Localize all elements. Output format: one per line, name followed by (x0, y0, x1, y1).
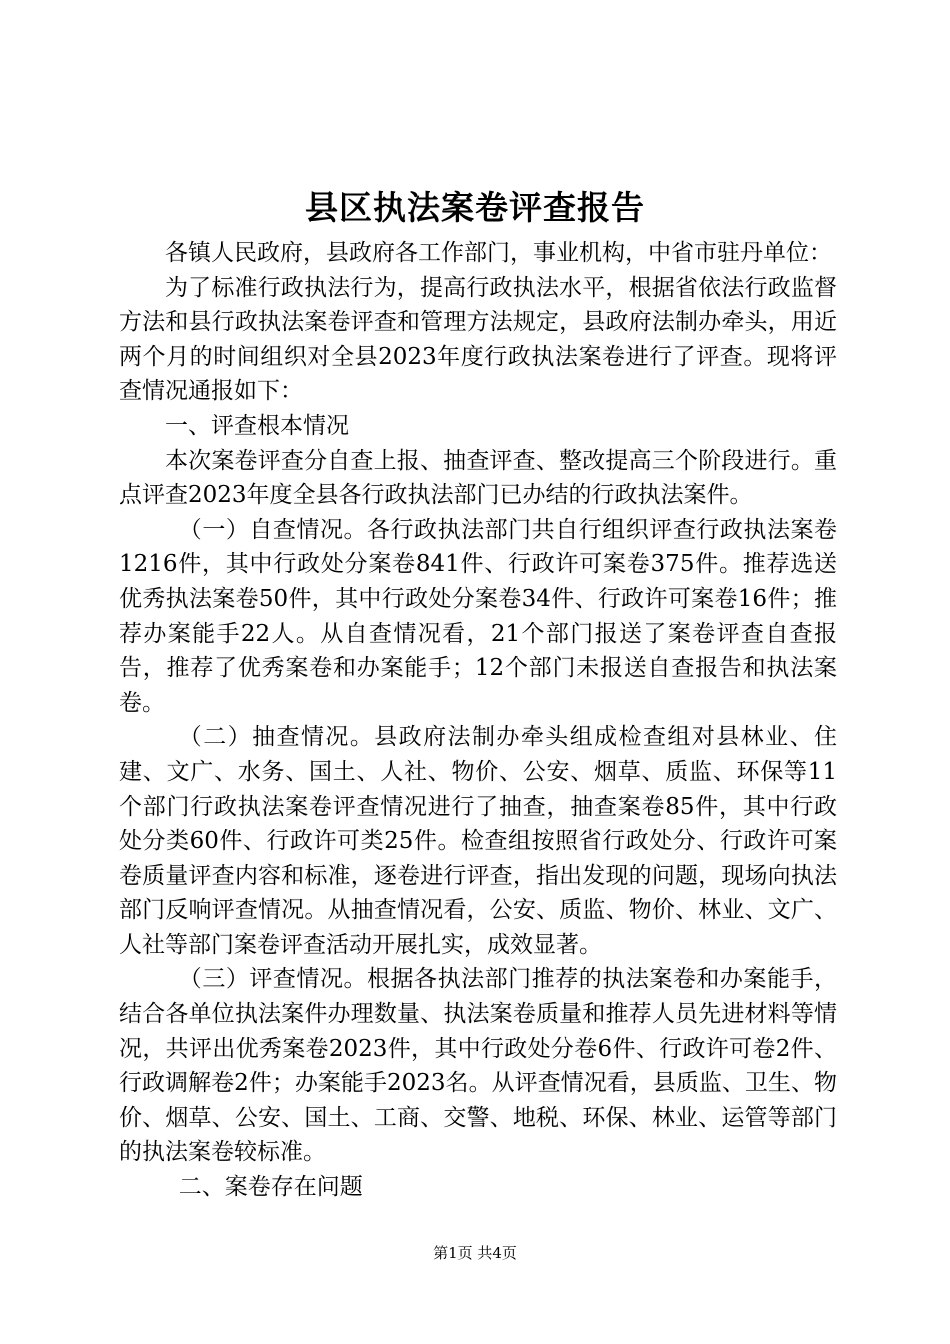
document-title: 县区执法案卷评查报告 (305, 188, 645, 227)
salutation-paragraph: 各镇人民政府，县政府各工作部门，事业机构，中省市驻丹单位： (165, 240, 832, 266)
body-paragraph: 本次案卷评查分自查上报、抽查评查、整改提高三个阶段进行。重点评查2023年度全县各行政执法部门已办结的行政执法案件。 (119, 447, 837, 509)
section-heading-2: 二、案卷存在问题 (178, 1174, 363, 1201)
intro-paragraph: 为了标准行政执法行为，提高行政执法水平，根据省依法行政监督方法和县行政执法案卷评查和管理方法规定，县政府法制办牵头，用近两个月的时间组织对全县2023年度行政执法案卷进行了评查。现将评查情况通报如下： (119, 274, 837, 405)
subsection-spot-check: （二）抽查情况。县政府法制办牵头组成检查组对县林业、住建、文广、水务、国土、人社、物价、公安、烟草、质监、环保等11个部门行政执法案卷评查情况进行了抽查，抽查案卷85件，其中行政处分类60件、行政许可类25件。检查组按照省行政处分、行政许可案卷质量评查内容和标准，逐卷进行评查，指出发现的问题，现场向执法部门反响评查情况。从抽查情况看，公安、质监、物价、林业、文广、人社等部门案卷评查活动开展扎实，成效显著。 (119, 724, 837, 958)
document-body (119, 236, 837, 1205)
subsection-self-check: （一）自查情况。各行政执法部门共自行组织评查行政执法案卷1216件，其中行政处分案卷841件、行政许可案卷375件。推荐选送优秀执法案卷50件，其中行政处分案卷34件、行政许可案卷16件；推荐办案能手22人。从自查情况看，21个部门报送了案卷评查自查报告，推荐了优秀案卷和办案能手；12个部门未报送自查报告和执法案卷。 (119, 516, 837, 716)
page-number-footer: 第1页 共4页 (433, 1244, 517, 1262)
section-heading-1: 一、评查根本情况 (165, 412, 349, 439)
subsection-evaluation: （三）评查情况。根据各执法部门推荐的执法案卷和办案能手，结合各单位执法案件办理数量、执法案卷质量和推荐人员先进材料等情况，共评出优秀案卷2023件，其中行政处分卷6件、行政许可卷2件、行政调解卷2件；办案能手2023名。从评查情况看，县质监、卫生、物价、烟草、公安、国土、工商、交警、地税、环保、林业、运管等部门的执法案卷较标准。 (119, 966, 837, 1166)
